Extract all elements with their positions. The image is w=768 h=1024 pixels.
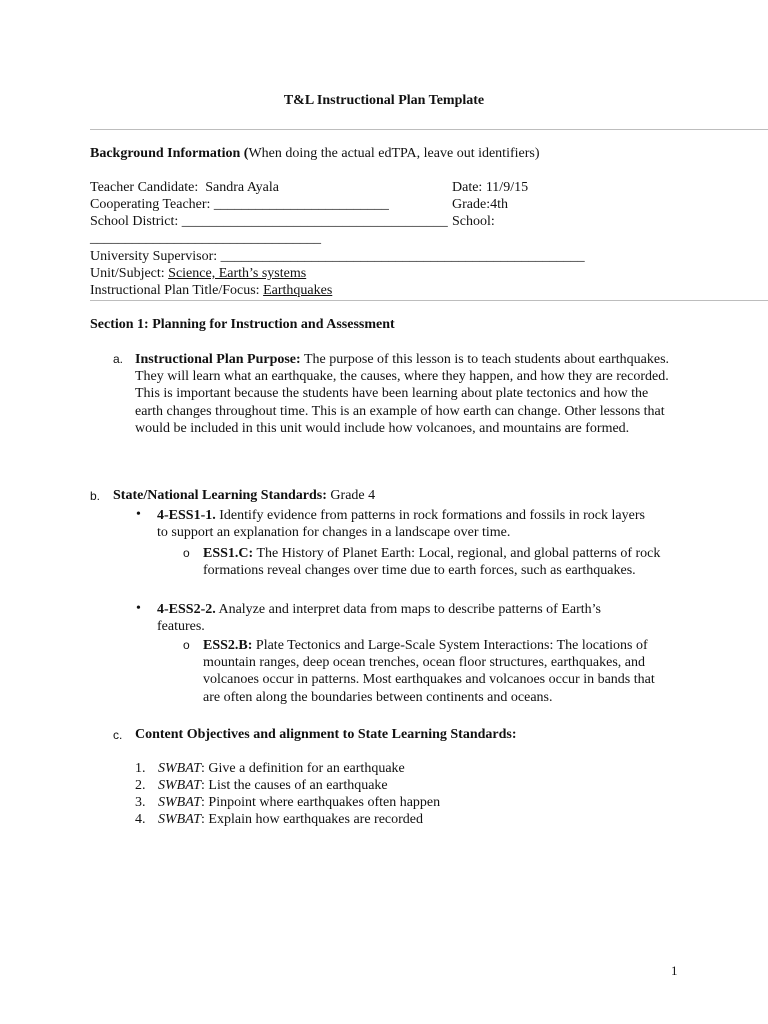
objective-text: : Explain how earthquakes are recorded	[201, 812, 424, 827]
item-c-marker: c.	[113, 728, 123, 742]
purpose-label: Instructional Plan Purpose:	[135, 352, 301, 367]
school-district-field: School District: ______________________________________	[90, 214, 448, 229]
objective-item	[135, 795, 441, 811]
standards-heading-line	[113, 488, 375, 504]
objective-number: 3.	[135, 795, 146, 810]
background-note: When doing the actual edTPA, leave out identifiers)	[248, 146, 540, 161]
page-number: 1	[671, 963, 678, 978]
unit-subject-label: Unit/Subject:	[90, 266, 165, 281]
standards-grade: Grade 4	[330, 488, 376, 503]
standard-2-code: 4-ESS2-2.	[157, 602, 216, 617]
standards-label: State/National Learning Standards:	[113, 488, 327, 503]
plan-title-line	[90, 283, 332, 299]
item-a-marker: a.	[113, 352, 124, 366]
purpose-paragraph	[135, 351, 675, 437]
purpose-text: The purpose of this lesson is to teach students about earthquakes. They will learn what an earthquake, the causes, where they happen, and how they are recorded. This is important because the students have been learning about plate tectonics and how the earth changes throughout time. This is an example of how earth can change. Other lessons that would be included in this unit would include how volcanoes, and mountains are formed.	[135, 352, 670, 436]
item-b-marker: b.	[90, 489, 101, 503]
standard-1-code: 4-ESS1-1.	[157, 508, 216, 523]
objective-text: : Give a definition for an earthquake	[201, 761, 405, 776]
background-heading: Background Information (	[90, 146, 249, 161]
cooperating-teacher-field: Cooperating Teacher: _________________________	[90, 197, 389, 212]
background-divider	[90, 300, 768, 301]
standard-1-sub	[203, 545, 671, 579]
objective-item	[135, 778, 388, 794]
unit-subject-line	[90, 266, 306, 282]
bullet-icon: •	[136, 507, 141, 522]
standard-1-sub-code: ESS1.C:	[203, 546, 254, 561]
section1-heading: Section 1: Planning for Instruction and Assessment	[90, 317, 395, 332]
objective-text: : List the causes of an earthquake	[201, 778, 388, 793]
bullet-icon: •	[136, 601, 141, 616]
standard-1-sub-text: The History of Planet Earth: Local, regional, and global patterns of rock formations reveal changes over time due to earth forces, such as earthquakes.	[203, 546, 661, 579]
background-heading-line	[90, 146, 540, 162]
teacher-candidate-line	[90, 180, 279, 196]
sub-bullet-icon: o	[183, 546, 190, 560]
teacher-candidate-label: Teacher Candidate:	[90, 180, 199, 195]
standard-2	[157, 601, 647, 635]
plan-title-value: Earthquakes	[263, 283, 333, 298]
document-title: T&L Instructional Plan Template	[283, 93, 485, 108]
standard-2-sub-code: ESS2.B:	[203, 638, 253, 653]
standard-2-sub-text: Plate Tectonics and Large-Scale System Interactions: The locations of mountain ranges, deep ocean trenches, ocean floor structures, earthquakes, and volcanoes occur in patterns. Most earthquakes and volcanoes occur in bands that are often along the boundaries between continents and oceans.	[203, 638, 655, 705]
objective-number: 1.	[135, 761, 146, 776]
objective-prefix: SWBAT	[158, 761, 202, 776]
unit-subject-value: Science, Earth’s systems	[168, 266, 307, 281]
header-divider	[90, 129, 768, 130]
standard-1-text: Identify evidence from patterns in rock formations and fossils in rock layers to support an explanation for changes in a landscape over time.	[157, 508, 645, 541]
standard-2-text: Analyze and interpret data from maps to describe patterns of Earth’s features.	[157, 602, 601, 635]
university-supervisor-field: University Supervisor: ____________________________________________________	[90, 249, 585, 264]
objective-prefix: SWBAT	[158, 812, 202, 827]
sub-bullet-icon: o	[183, 638, 190, 652]
objective-number: 4.	[135, 812, 146, 827]
objective-item	[135, 761, 405, 777]
school-blank-line: _________________________________	[90, 231, 321, 246]
objective-number: 2.	[135, 778, 146, 793]
standard-2-sub	[203, 637, 671, 706]
standard-1	[157, 507, 657, 541]
objective-prefix: SWBAT	[158, 795, 202, 810]
plan-title-label: Instructional Plan Title/Focus:	[90, 283, 260, 298]
date-field: Date: 11/9/15	[452, 180, 529, 195]
teacher-candidate-value: Sandra Ayala	[205, 180, 279, 195]
objective-item	[135, 812, 424, 828]
objectives-heading: Content Objectives and alignment to State Learning Standards:	[135, 727, 517, 742]
grade-field: Grade:4th	[452, 197, 508, 212]
objective-prefix: SWBAT	[158, 778, 202, 793]
objective-text: : Pinpoint where earthquakes often happen	[201, 795, 441, 810]
school-field: School:	[452, 214, 495, 229]
